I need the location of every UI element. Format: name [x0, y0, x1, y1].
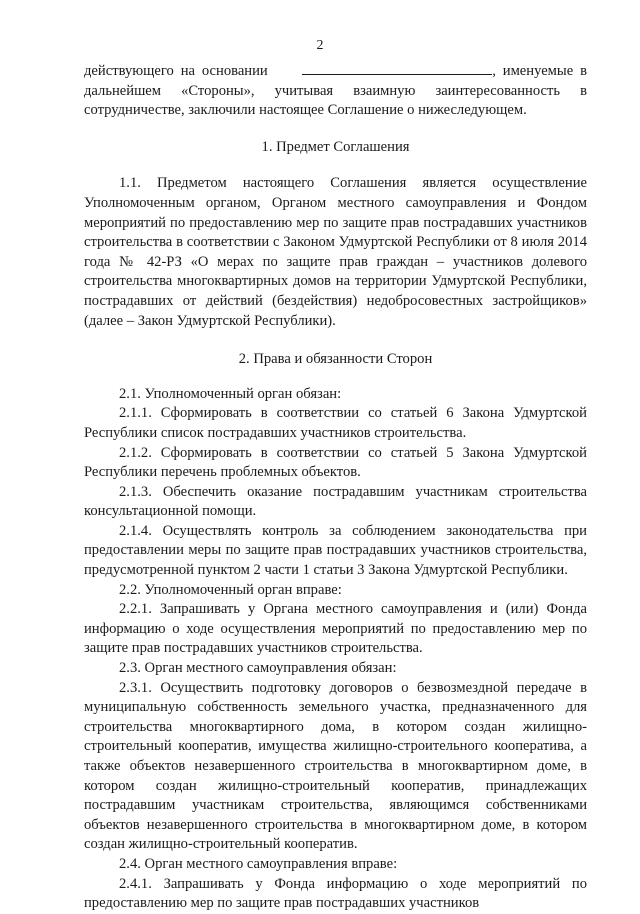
paragraph-2-3-1: 2.3.1. Осуществить подготовку договоров о безвозмездной передаче в муниципальную собственность земельного участка, предназначенного для строительства многоквартирного дома, в котором создан жилищно-строительный кооператив, имущества жилищно-строительного кооператива, а также объектов незавершенного строительства в многоквартирном доме, в котором создан жилищно-строительный кооператив, принадлежащих пострадавшим участникам строительства, являющимся собственниками объектов незавершенного строительства в многоквартирном доме, в котором создан жилищно-строительный кооператив.: [84, 679, 587, 853]
paragraph-1-1: 1.1. Предметом настоящего Соглашения является осуществление Уполномоченным органом, Органом местного самоуправления и Фондом мероприятий по предоставлению мер по защите прав пострадавших участников строительства в соответствии с Законом Удмуртской Республики от 8 июля 2014 года № 42-РЗ «О мерах по защите прав граждан – участников долевого строительства многоквартирных домов на территории Удмуртской Республики, пострадавших от действий (бездействия) недобросовестных застройщиков» (далее – Закон Удмуртской Республики).: [84, 175, 587, 329]
paragraph-2-1-2: 2.1.2. Сформировать в соответствии со статьей 5 Закона Удмуртской Республики перечень проблемных объектов.: [84, 444, 587, 481]
intro-text-start: действующего на основании: [84, 63, 268, 79]
paragraph-2-2-1: 2.2.1. Запрашивать у Органа местного самоуправления и (или) Фонда информацию о ходе осуществления мероприятий по предоставлению мер по защите прав пострадавших участников строительства.: [84, 601, 587, 657]
section-2-heading: 2. Права и обязанности Сторон: [238, 351, 433, 368]
paragraph-2-2: 2.2. Уполномоченный орган вправе:: [119, 581, 342, 598]
fill-in-blank-line: [302, 62, 492, 75]
intro-text-end: , именуемые в дальнейшем «Стороны», учитывая взаимную заинтересованность в сотрудничестве, заключили настоящее Соглашение о нижеследующем.: [84, 63, 587, 119]
section-1-heading: 1. Предмет Соглашения: [261, 138, 410, 155]
paragraph-2-1-3: 2.1.3. Обеспечить оказание пострадавшим участникам строительства консультационной помощи.: [84, 483, 587, 520]
page-number: 2: [316, 38, 324, 53]
paragraph-2-4: 2.4. Орган местного самоуправления вправе:: [119, 855, 398, 872]
paragraph-2-1-1: 2.1.1. Сформировать в соответствии со статьей 6 Закона Удмуртской Республики список пострадавших участников строительства.: [84, 405, 587, 441]
paragraph-2-1-4: 2.1.4. Осуществлять контроль за соблюдением законодательства при предоставлении меры по защите прав пострадавших участников строительства, предусмотренной пунктом 2 части 1 статьи 3 Закона Удмуртской Республики.: [84, 522, 587, 579]
paragraph-2-1: 2.1. Уполномоченный орган обязан:: [119, 385, 342, 402]
document-body: [84, 62, 587, 914]
paragraph-2-4-1: 2.4.1. Запрашивать у Фонда информацию о ходе мероприятий по предоставлению мер по защите прав пострадавших участников: [84, 875, 587, 912]
paragraph-2-3: 2.3. Орган местного самоуправления обязан:: [119, 660, 397, 677]
intro-paragraph: [84, 62, 587, 121]
